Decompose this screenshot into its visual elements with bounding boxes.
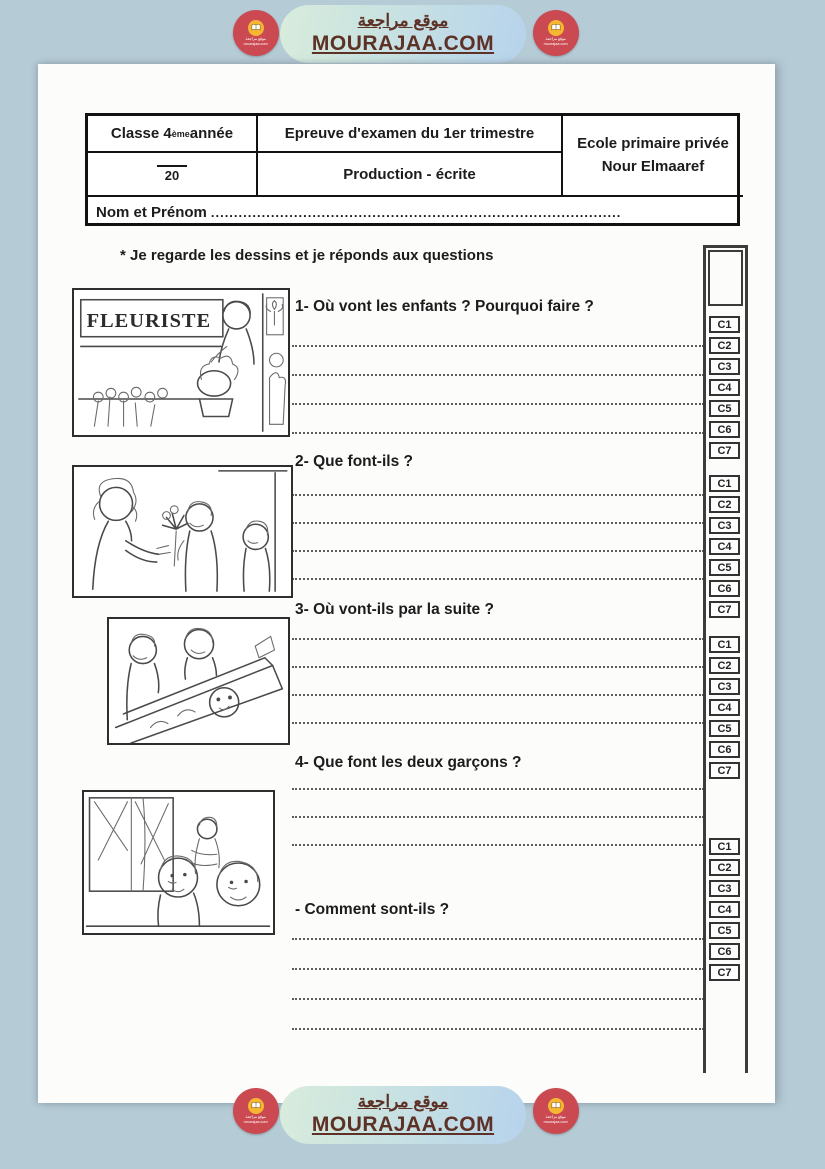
logo-domain-text: mourajaa.com xyxy=(543,1118,569,1124)
book-icon xyxy=(248,1098,264,1114)
name-blank-dots: ......................................................................................... xyxy=(210,204,622,220)
score-cell-c4: C4 xyxy=(709,901,740,918)
instruction-text: * Je regarde les dessins et je réponds aux questions xyxy=(120,247,494,264)
name-label: Nom et Prénom xyxy=(96,203,207,221)
score-cell-c5: C5 xyxy=(709,720,740,737)
logo-domain-text: mourajaa.com xyxy=(543,40,569,46)
logo-arabic-text: موقع مراجعة xyxy=(545,35,567,41)
answer-line xyxy=(292,345,704,347)
answer-line xyxy=(292,522,704,524)
site-domain-link[interactable]: MOURAJAA.COM xyxy=(311,32,495,56)
answer-line xyxy=(292,694,704,696)
answer-line xyxy=(292,403,704,405)
question-label-2: 2- Que font-ils ? xyxy=(295,453,413,470)
school-name-line2: Nour Elmaaref xyxy=(601,157,705,175)
score-cell-c6: C6 xyxy=(709,580,740,597)
logo-domain-text: mourajaa.com xyxy=(243,1118,269,1124)
exam-header-table xyxy=(85,113,740,226)
answer-line xyxy=(292,638,704,640)
score-column-header-box xyxy=(708,250,743,306)
site-logo-right xyxy=(533,10,579,56)
question-label-5: - Comment sont-ils ? xyxy=(295,901,450,918)
illustration-two-boys-window xyxy=(82,790,275,935)
answer-line xyxy=(292,788,704,790)
illustration-florist-shop xyxy=(72,288,290,437)
site-banner-bottom xyxy=(0,1080,825,1160)
student-name-row xyxy=(88,197,743,227)
score-total: 20 xyxy=(157,165,187,183)
score-cell-c5: C5 xyxy=(709,922,740,939)
score-cell-c7: C7 xyxy=(709,442,740,459)
score-cell-c7: C7 xyxy=(709,964,740,981)
score-cell-c3: C3 xyxy=(709,880,740,897)
answer-line xyxy=(292,816,704,818)
svg-text:FLEURISTE: FLEURISTE xyxy=(86,309,212,332)
answer-line xyxy=(292,998,704,1000)
score-cell-c6: C6 xyxy=(709,741,740,758)
answer-line xyxy=(292,432,704,434)
question-label-1: 1- Où vont les enfants ? Pourquoi faire ? xyxy=(295,298,594,315)
answer-line xyxy=(292,722,704,724)
score-cell-c1: C1 xyxy=(709,838,740,855)
answer-line xyxy=(292,578,704,580)
score-cell-c4: C4 xyxy=(709,379,740,396)
answer-line xyxy=(292,494,704,496)
logo-arabic-text: موقع مراجعة xyxy=(245,35,267,41)
score-cell-c7: C7 xyxy=(709,601,740,618)
class-label: Classe 4 xyxy=(110,125,172,142)
site-logo-left xyxy=(233,10,279,56)
class-suffix: année xyxy=(189,125,234,142)
answer-line xyxy=(292,844,704,846)
exam-title-cell: Epreuve d'examen du 1er trimestre xyxy=(258,116,563,153)
answer-line xyxy=(292,550,704,552)
illustration-children-baby-crib xyxy=(107,617,290,745)
question-label-4: 4- Que font les deux garçons ? xyxy=(295,754,522,771)
score-cell-c4: C4 xyxy=(709,699,740,716)
school-name-line1: Ecole primaire privée xyxy=(577,135,729,152)
site-logo-right xyxy=(533,1088,579,1134)
answer-line xyxy=(292,938,704,940)
logo-arabic-text: موقع مراجعة xyxy=(545,1113,567,1119)
score-cell-c1: C1 xyxy=(709,316,740,333)
score-cell-c4: C4 xyxy=(709,538,740,555)
score-cell-c6: C6 xyxy=(709,943,740,960)
score-cell-c1: C1 xyxy=(709,636,740,653)
site-link-pill[interactable] xyxy=(280,5,526,63)
book-icon xyxy=(248,20,264,36)
book-icon xyxy=(548,1098,564,1114)
school-cell xyxy=(563,116,743,197)
score-cell-c3: C3 xyxy=(709,358,740,375)
score-cell-c2: C2 xyxy=(709,657,740,674)
logo-arabic-text: موقع مراجعة xyxy=(245,1113,267,1119)
site-link-pill[interactable] xyxy=(280,1086,526,1144)
score-cell-c2: C2 xyxy=(709,496,740,513)
answer-line xyxy=(292,1028,704,1030)
site-name-arabic-link[interactable]: موقع مراجعة xyxy=(357,10,449,30)
score-cell xyxy=(88,153,258,197)
site-domain-link[interactable]: MOURAJAA.COM xyxy=(311,1113,495,1137)
score-cell-c5: C5 xyxy=(709,400,740,417)
score-cell-c6: C6 xyxy=(709,421,740,438)
score-cell-c3: C3 xyxy=(709,678,740,695)
score-cell-c7: C7 xyxy=(709,762,740,779)
site-name-arabic-link[interactable]: موقع مراجعة xyxy=(357,1091,449,1111)
book-icon xyxy=(548,20,564,36)
logo-domain-text: mourajaa.com xyxy=(243,40,269,46)
score-cell-c2: C2 xyxy=(709,859,740,876)
score-cell-c5: C5 xyxy=(709,559,740,576)
site-logo-left xyxy=(233,1088,279,1134)
answer-line xyxy=(292,374,704,376)
score-cell-c3: C3 xyxy=(709,517,740,534)
exam-sheet xyxy=(38,64,775,1103)
score-column xyxy=(703,245,748,1073)
answer-line xyxy=(292,666,704,668)
class-superscript: ème xyxy=(171,128,190,139)
score-cell-c1: C1 xyxy=(709,475,740,492)
answer-line xyxy=(292,968,704,970)
subject-cell: Production - écrite xyxy=(258,153,563,197)
illustration-children-offering-flowers xyxy=(72,465,293,598)
class-cell xyxy=(88,116,258,153)
question-label-3: 3- Où vont-ils par la suite ? xyxy=(295,601,494,618)
score-cell-c2: C2 xyxy=(709,337,740,354)
